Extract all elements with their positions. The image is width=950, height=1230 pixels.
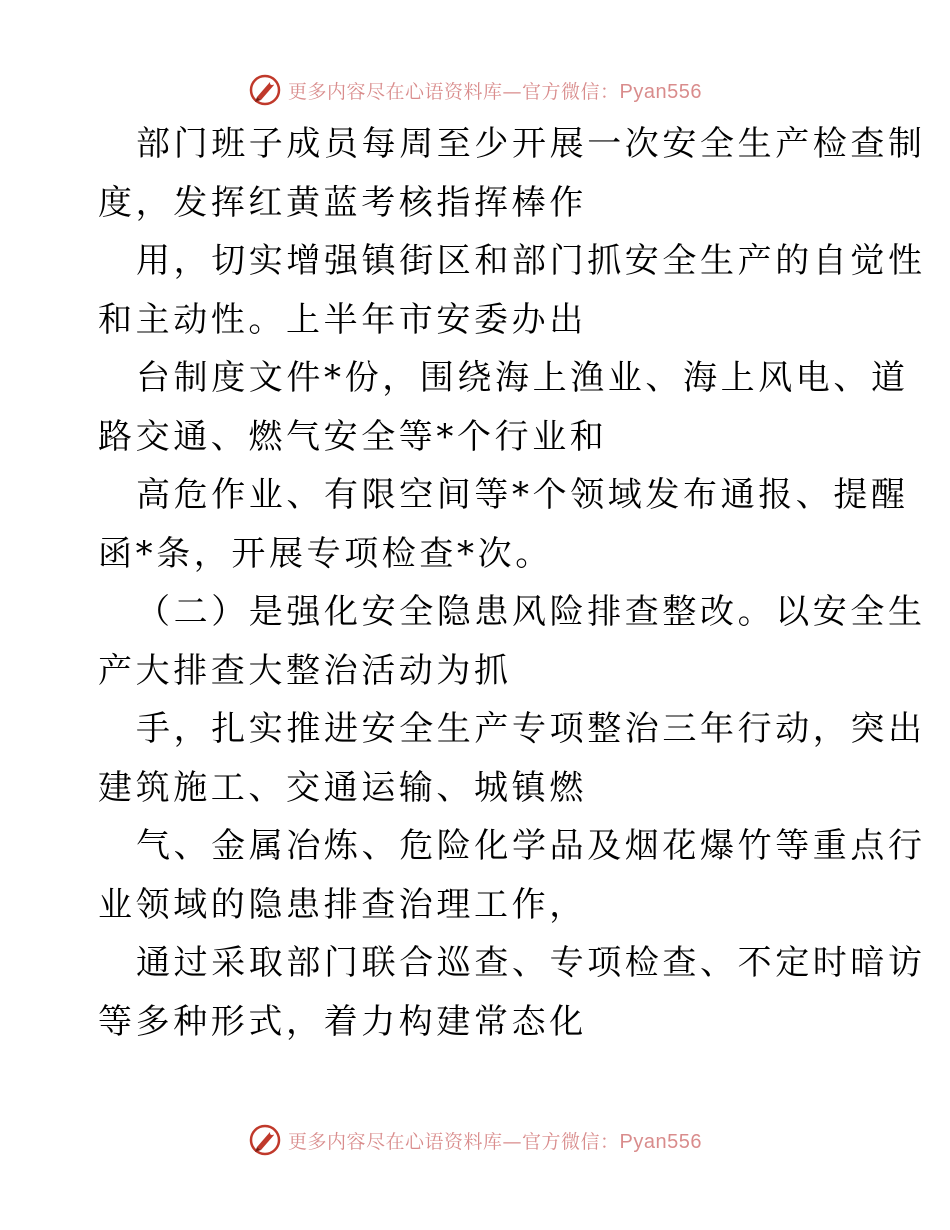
text-line: 部门班子成员每周至少开展一次安全生产检查制: [136, 124, 926, 164]
document-body: [98, 115, 926, 1051]
footer-banner: [0, 1120, 950, 1160]
text-line: 等多种形式，着力构建常态化: [98, 1001, 587, 1042]
text-line: 手，扎实推进安全生产专项整治三年行动，突出: [136, 709, 926, 749]
text-line: 高危作业、有限空间等*个领域发布通报、提醒: [136, 475, 909, 515]
text-line: 函*条，开展专项检查*次。: [98, 533, 553, 574]
text-line: 产大排查大整治活动为抓: [98, 650, 512, 691]
brush-pen-logo-icon: [248, 73, 282, 107]
text-line: （二）是强化安全隐患风险排查整改。以安全生: [136, 592, 926, 632]
banner-separator: —: [502, 80, 523, 103]
banner-wechat-id: Pyan556: [619, 1130, 702, 1153]
text-line: 用，切实增强镇街区和部门抓安全生产的自觉性: [136, 241, 926, 281]
banner-text: [288, 1127, 702, 1154]
text-line: 建筑施工、交通运输、城镇燃: [98, 767, 587, 808]
text-line: 路交通、燃气安全等*个行业和: [98, 416, 608, 457]
banner-main-text: 更多内容尽在心语资料库: [288, 1130, 503, 1153]
text-line: 台制度文件*份，围绕海上渔业、海上风电、道: [136, 358, 909, 398]
banner-wechat-id: Pyan556: [619, 80, 702, 103]
header-banner: [0, 70, 950, 110]
text-line: 通过采取部门联合巡查、专项检查、不定时暗访: [136, 943, 926, 983]
text-line: 度，发挥红黄蓝考核指挥棒作: [98, 182, 587, 223]
brush-pen-logo-icon: [248, 1123, 282, 1157]
text-line: 气、金属冶炼、危险化学品及烟花爆竹等重点行: [136, 826, 926, 866]
banner-text: [288, 77, 702, 104]
banner-wechat-label: 官方微信：: [522, 1130, 620, 1153]
banner-separator: —: [502, 1130, 523, 1153]
text-line: 业领域的隐患排查治理工作，: [98, 884, 587, 925]
banner-main-text: 更多内容尽在心语资料库: [288, 80, 503, 103]
banner-wechat-label: 官方微信：: [522, 80, 620, 103]
text-line: 和主动性。上半年市安委办出: [98, 299, 587, 340]
